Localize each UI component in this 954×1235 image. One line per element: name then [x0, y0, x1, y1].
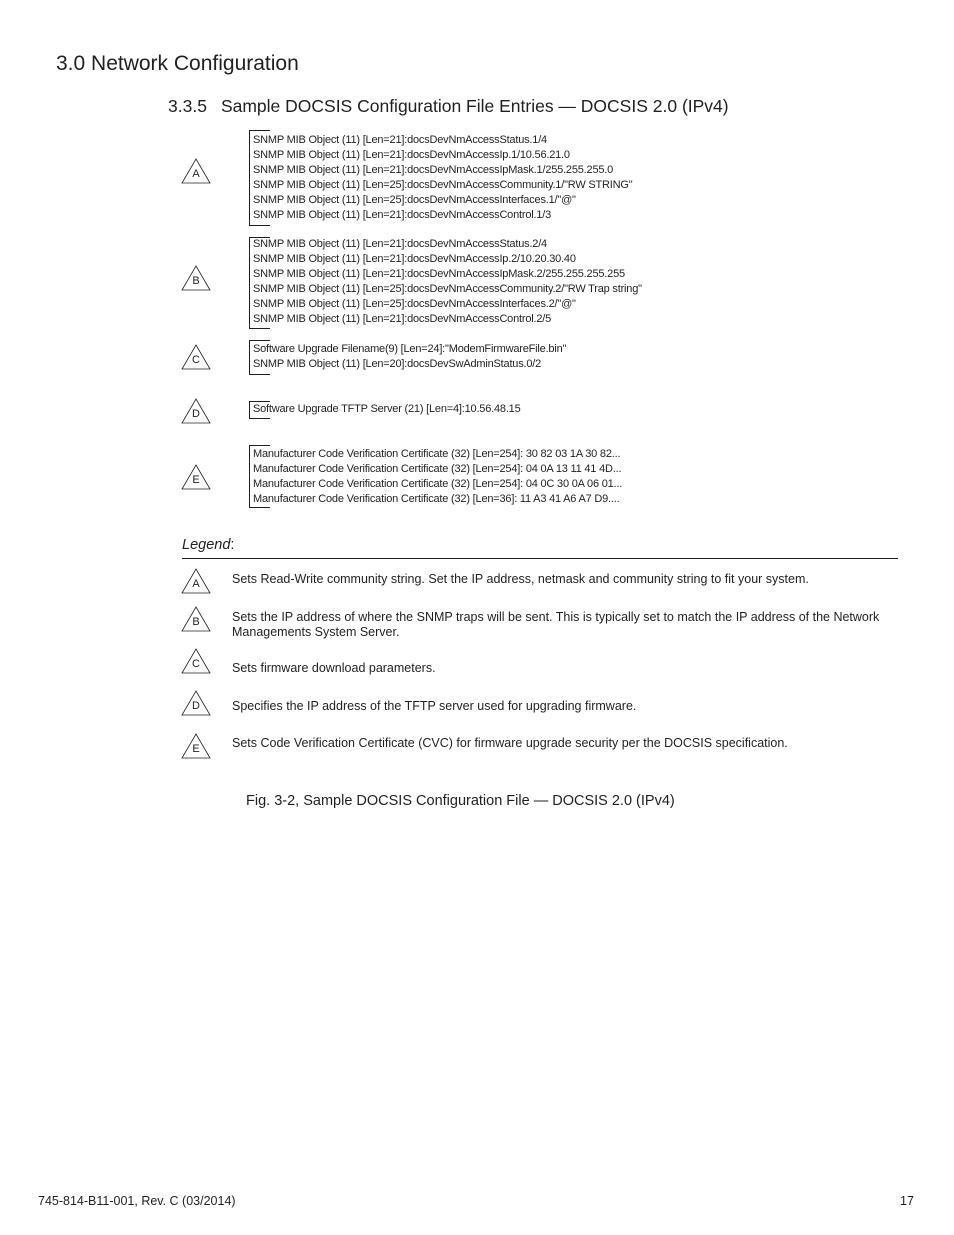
- config-line: SNMP MIB Object (11) [Len=21]:docsDevNmAccessIp.1/10.56.21.0: [253, 149, 570, 161]
- config-line: Manufacturer Code Verification Certificate (32) [Len=254]: 30 82 03 1A 30 82...: [253, 448, 621, 460]
- triangle-marker-icon: [181, 733, 211, 759]
- page-number: 17: [900, 1194, 914, 1208]
- config-line: SNMP MIB Object (11) [Len=21]:docsDevNmAccessStatus.2/4: [253, 238, 547, 250]
- group-bracket: [249, 130, 250, 226]
- figure-caption: Fig. 3-2, Sample DOCSIS Configuration File — DOCSIS 2.0 (IPv4): [246, 793, 675, 809]
- triangle-marker-icon: [181, 568, 211, 594]
- footer-doc-id: 745-814-B11-001, Rev. C (03/2014): [38, 1194, 236, 1208]
- config-line: SNMP MIB Object (11) [Len=21]:docsDevNmAccessIpMask.1/255.255.255.0: [253, 164, 614, 176]
- config-line: Software Upgrade Filename(9) [Len=24]:"ModemFirmwareFile.bin": [253, 343, 567, 355]
- config-line: SNMP MIB Object (11) [Len=21]:docsDevNmAccessStatus.1/4: [253, 134, 547, 146]
- config-line: Manufacturer Code Verification Certificate (32) [Len=254]: 04 0C 30 0A 06 01...: [253, 478, 623, 490]
- config-line: Software Upgrade TFTP Server (21) [Len=4]:10.56.48.15: [253, 403, 521, 415]
- triangle-marker-icon: [181, 464, 211, 490]
- triangle-marker-icon: [181, 398, 211, 424]
- marker-letter: B: [192, 275, 200, 287]
- legend-colon: :: [230, 537, 235, 553]
- legend-text: Specifies the IP address of the TFTP server used for upgrading firmware.: [232, 699, 637, 713]
- marker-letter: D: [192, 408, 200, 420]
- legend-text: Sets the IP address of where the SNMP traps will be sent. This is typically set to match the IP address of the Network Managements System Server.: [232, 610, 880, 639]
- config-line: SNMP MIB Object (11) [Len=21]:docsDevNmAccessIpMask.2/255.255.255.255: [253, 268, 625, 280]
- marker-letter: D: [192, 700, 200, 712]
- marker-letter: E: [192, 474, 200, 486]
- config-lines: [253, 447, 622, 507]
- triangle-marker-icon: [181, 690, 211, 716]
- subsection-title: Sample DOCSIS Configuration File Entries — DOCSIS 2.0 (IPv4): [220, 96, 729, 116]
- config-line: Manufacturer Code Verification Certificate (32) [Len=254]: 04 0A 13 11 41 4D...: [253, 463, 622, 475]
- config-line: SNMP MIB Object (11) [Len=25]:docsDevNmAccessInterfaces.2/"@": [253, 298, 576, 310]
- triangle-marker-icon: [181, 648, 211, 674]
- marker-letter: A: [192, 578, 200, 590]
- legend-title-text: Legend: [182, 537, 231, 553]
- config-lines: [253, 402, 521, 417]
- section-title: 3.0 Network Configuration: [56, 52, 299, 75]
- group-bracket: [249, 237, 250, 329]
- subsection-number: 3.3.5: [168, 96, 207, 116]
- config-line: SNMP MIB Object (11) [Len=21]:docsDevNmAccessControl.2/5: [253, 313, 552, 325]
- config-lines: [253, 342, 566, 372]
- legend-text: Sets Read-Write community string. Set the IP address, netmask and community string to fit your system.: [232, 572, 809, 586]
- config-lines: [253, 237, 642, 327]
- marker-letter: C: [192, 658, 200, 670]
- config-line: SNMP MIB Object (11) [Len=25]:docsDevNmAccessCommunity.1/"RW STRING": [253, 179, 633, 191]
- legend-title: [182, 537, 234, 553]
- legend-divider: [182, 558, 898, 559]
- group-bracket: [249, 401, 250, 419]
- triangle-marker-icon: [181, 265, 211, 291]
- marker-letter: C: [192, 354, 200, 366]
- config-line: SNMP MIB Object (11) [Len=25]:docsDevNmAccessCommunity.2/"RW Trap string": [253, 283, 642, 295]
- config-line: SNMP MIB Object (11) [Len=20]:docsDevSwAdminStatus.0/2: [253, 358, 542, 370]
- triangle-marker-icon: [181, 344, 211, 370]
- config-line: SNMP MIB Object (11) [Len=21]:docsDevNmAccessControl.1/3: [253, 209, 552, 221]
- legend-text: Sets Code Verification Certificate (CVC) for firmware upgrade security per the DOCSIS specification.: [232, 736, 788, 750]
- group-bracket: [249, 340, 250, 375]
- legend-text: Sets firmware download parameters.: [232, 661, 436, 675]
- group-bracket: [249, 445, 250, 508]
- triangle-marker-icon: [181, 606, 211, 632]
- config-line: SNMP MIB Object (11) [Len=25]:docsDevNmAccessInterfaces.1/"@": [253, 194, 576, 206]
- config-line: SNMP MIB Object (11) [Len=21]:docsDevNmAccessIp.2/10.20.30.40: [253, 253, 576, 265]
- marker-letter: E: [192, 743, 200, 755]
- marker-letter: B: [192, 616, 200, 628]
- subsection-heading: [168, 96, 729, 117]
- marker-letter: A: [192, 168, 200, 180]
- config-lines: [253, 133, 632, 223]
- triangle-marker-icon: [181, 158, 211, 184]
- config-line: Manufacturer Code Verification Certificate (32) [Len=36]: 11 A3 41 A6 A7 D9....: [253, 493, 620, 505]
